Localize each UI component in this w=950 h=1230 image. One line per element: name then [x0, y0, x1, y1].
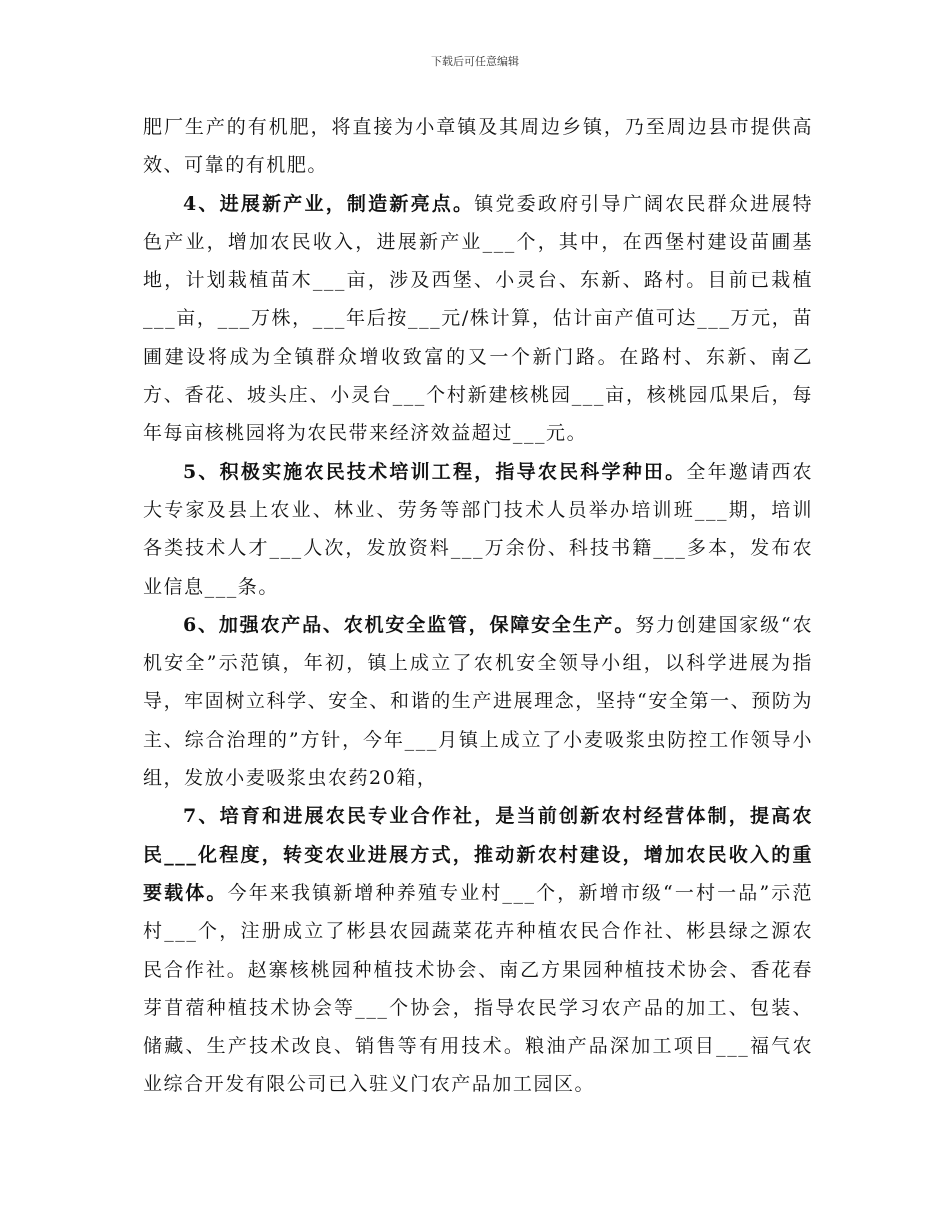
paragraph-item-6 — [143, 606, 813, 797]
paragraph-heading: 4、进展新产业，制造新亮点。 — [183, 192, 475, 215]
paragraph-text: 今年来我镇新增种养殖专业村___个，新增市级“一村一品”示范村___个，注册成立了彬县农园蔬菜花卉种植农民合作社、彬县绿之源农民合作社。赵寨核桃园种植技术协会、南乙方果园种植技术协会、香花春芽苜蓿种植技术协会等___个协会，指导农民学习农产品的加工、包装、储藏、生产技术改良、销售等有用技术。粮油产品深加工项目___福气农业综合开发有限公司已入驻义门农产品加工园区。 — [143, 881, 813, 1096]
paragraph-continuation — [143, 108, 813, 185]
paragraph-item-5 — [143, 453, 813, 606]
page-header: 下载后可任意编辑 — [431, 55, 519, 68]
paragraph-item-7 — [143, 797, 813, 1103]
paragraph-item-4 — [143, 185, 813, 453]
paragraph-text: 镇党委政府引导广阔农民群众进展特色产业，增加农民收入，进展新产业___个，其中，在西堡村建设苗圃基地，计划栽植苗木___亩，涉及西堡、小灵台、东新、路村。目前已栽植___亩，___万株，___年后按___元/株计算，估计亩产值可达___万元，苗圃建设将成为全镇群众增收致富的又一个新门路。在路村、东新、南乙方、香花、坡头庄、小灵台___个村新建核桃园___亩，核桃园瓜果后，每年每亩核桃园将为农民带来经济效益超过___元。 — [143, 192, 814, 445]
paragraph-text: 努力创建国家级“农机安全”示范镇，年初，镇上成立了农机安全领导小组，以科学进展为指导，牢固树立科学、安全、和谐的生产进展理念，坚持“安全第一、预防为主、综合治理的”方针，今年___月镇上成立了小麦吸浆虫防控工作领导小组，发放小麦吸浆虫农药20箱， — [143, 613, 814, 790]
paragraph-heading: 7、培育和进展农民专业合作社，是当前创新农村经营体制，提高农民___化程度，转变农业进展方式，推动新农村建设，增加农民收入的重要载体。 — [143, 805, 813, 904]
paragraph-text: 肥厂生产的有机肥，将直接为小章镇及其周边乡镇，乃至周边县市提供高效、可靠的有机肥。 — [143, 116, 813, 177]
paragraph-heading: 5、积极实施农民技术培训工程，指导农民科学种田。 — [183, 460, 687, 483]
paragraph-text: 全年邀请西农大专家及县上农业、林业、劳务等部门技术人员举办培训班___期，培训各类技术人才___人次，发放资料___万余份、科技书籍___多本，发布农业信息___条。 — [143, 460, 813, 598]
paragraph-heading: 6、加强农产品、农机安全监管，保障安全生产。 — [183, 613, 636, 636]
document-body — [143, 108, 813, 1104]
